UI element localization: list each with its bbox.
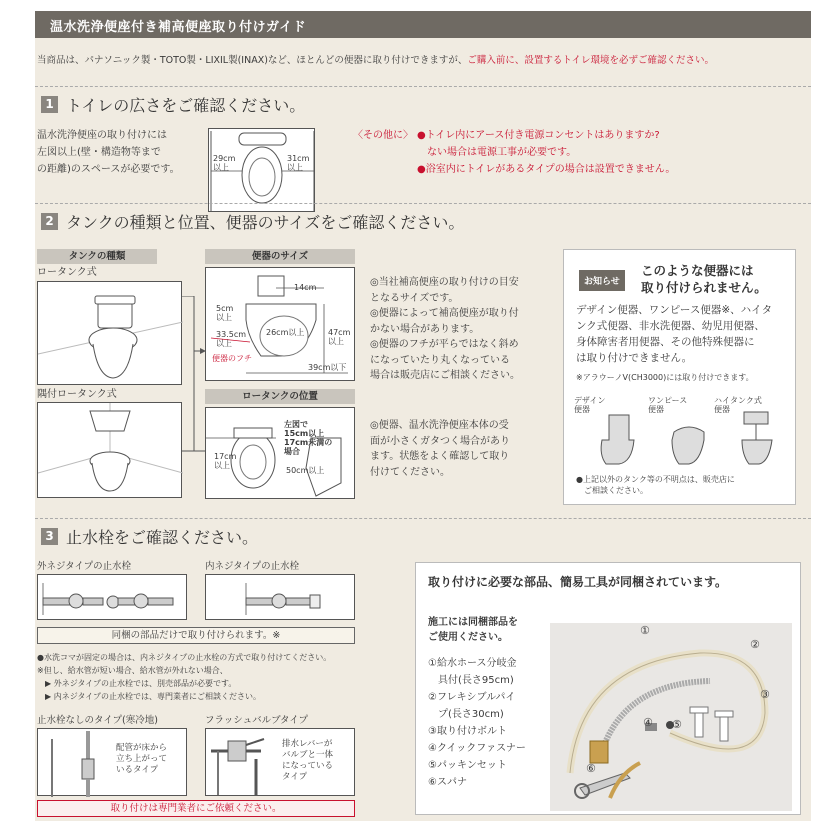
guide-page bbox=[35, 11, 811, 821]
right-dimension: 31cm 以上 bbox=[287, 154, 310, 172]
parts-box bbox=[415, 562, 801, 815]
divider bbox=[35, 86, 811, 87]
parts-list bbox=[428, 655, 526, 791]
flush-valve-label: フラッシュバルブタイプ bbox=[205, 715, 308, 726]
part-item: ①給水ホース分岐金 bbox=[428, 658, 517, 669]
parts-intro: 施工には同梱部品を ご使用ください。 bbox=[428, 617, 518, 643]
left-dimension: 29cm 以上 bbox=[213, 154, 236, 172]
corner-tank-label: 隅付ロータンク式 bbox=[37, 389, 117, 400]
dim-label: 5cm 以上 bbox=[216, 304, 234, 322]
valve-notes: ●水洗コマが固定の場合は、内ネジタイプの止水栓の方式で取り付けてください。 ※但し、給水管が短い場合、給水管が外れない場合、 ▶ 外ネジタイプの止水栓では、別売部品が必要です。 ▶ 内ネジタイプの止水栓では、専門業者にご相談ください。 bbox=[37, 653, 332, 701]
intro-text bbox=[37, 52, 714, 66]
part-item: ②フレキシブルパイ bbox=[428, 692, 516, 703]
divider bbox=[35, 518, 811, 519]
low-tank-illustration bbox=[37, 281, 182, 385]
size-notes: ◎当社補高便座の取り付けの目安 となるサイズです。 ◎便器によって補高便座が取り付 かない場合があります。 ◎便器のフチが平らではなく斜め になっていたり丸くなっている 場合は販売店にご相談ください。 bbox=[370, 277, 520, 381]
hightank-toilet-label: ハイタンク式 便器 bbox=[714, 396, 762, 414]
sec1-desc: の距離)のスペースが必要です。 bbox=[37, 164, 180, 175]
size-diagram bbox=[205, 267, 355, 381]
inner-thread-label: 内ネジタイプの止水栓 bbox=[205, 561, 300, 572]
parts-title: 取り付けに必要な部品、簡易工具が同梱されています。 bbox=[428, 575, 728, 589]
parts-photo bbox=[550, 623, 792, 811]
dim-label: 39cm以下 bbox=[308, 363, 347, 372]
part-item: ⑤パッキンセット bbox=[428, 760, 507, 771]
flush-valve-icon bbox=[206, 729, 356, 797]
professional-install-box: 取り付けは専門業者にご依頼ください。 bbox=[37, 800, 355, 817]
callout-5: ⑤ bbox=[672, 718, 682, 731]
position-diagram bbox=[205, 407, 355, 499]
dim-label: 33.5cm 以上 bbox=[216, 330, 247, 348]
callout-4: ④ bbox=[643, 716, 653, 729]
other-item: ●浴室内にトイレがあるタイプの場合は設置できません。 bbox=[417, 164, 676, 175]
low-tank-label: ロータンク式 bbox=[37, 267, 97, 278]
no-valve-desc: 配管が床から 立ち上がって いるタイプ bbox=[116, 743, 168, 775]
dim-label: 50cm以上 bbox=[286, 466, 325, 475]
connector-arrows bbox=[182, 296, 207, 456]
size-header: 便器のサイズ bbox=[205, 249, 355, 264]
corner-tank-toilet-icon bbox=[38, 403, 183, 499]
section-number: 3 bbox=[41, 528, 58, 545]
dim-label: 14cm bbox=[294, 283, 317, 292]
other-item: ●トイレ内にアース付き電源コンセントはありますか? bbox=[417, 130, 660, 141]
part-item: ⑥スパナ bbox=[428, 777, 467, 788]
position-note: 左図で 15cm以上 17cm未満の 場合 bbox=[284, 420, 333, 456]
unsupported-toilets-icon bbox=[594, 410, 794, 468]
sec1-desc: 左図以上(壁・構造物等まで bbox=[37, 147, 161, 158]
other-item: ない場合は電源工事が必要です。 bbox=[427, 147, 577, 158]
dim-label: 26cm以上 bbox=[266, 328, 305, 337]
no-valve-label: 止水栓なしのタイプ(寒冷地) bbox=[37, 715, 158, 726]
dim-label: 17cm 以上 bbox=[214, 452, 237, 470]
notice-footer: ●上記以外のタンク等の不明点は、販売店に ご相談ください。 bbox=[576, 475, 735, 495]
inner-thread-valve-icon bbox=[206, 575, 356, 621]
outer-thread-label: 外ネジタイプの止水栓 bbox=[37, 561, 132, 572]
section-number: 2 bbox=[41, 213, 58, 230]
corner-tank-illustration bbox=[37, 402, 182, 498]
flush-valve-desc: 排水レバーが バルブと一体 になっている タイプ bbox=[282, 739, 334, 782]
position-notes: ◎便器、温水洗浄便座本体の受 面が小さくガタつく場合があり ます。状態をよく確認して取り 付けてください。 bbox=[370, 420, 510, 478]
notice-box bbox=[563, 249, 796, 505]
position-header: ロータンクの位置 bbox=[205, 389, 355, 404]
rim-label: 便器のフチ bbox=[212, 354, 252, 363]
section-title: タンクの種類と位置、便器のサイズをご確認ください。 bbox=[66, 213, 465, 232]
section-3-heading bbox=[41, 525, 258, 548]
callout-6: ⑥ bbox=[586, 762, 596, 775]
section-number: 1 bbox=[41, 96, 58, 113]
section-title: トイレの広さをご確認ください。 bbox=[66, 96, 306, 115]
intro-warning: ご購入前に、設置するトイレ環境を必ずご確認ください。 bbox=[467, 55, 714, 66]
design-toilet-label: デザイン 便器 bbox=[574, 396, 606, 414]
part-item: ④クイックファスナー bbox=[428, 743, 526, 754]
part-item: ③取り付けボルト bbox=[428, 726, 507, 737]
notice-note: ※アラウーノV(CH3000)には取り付けできます。 bbox=[576, 373, 754, 382]
callout-2: ② bbox=[750, 638, 760, 651]
dim-label: 47cm 以上 bbox=[328, 328, 351, 346]
page-title: 温水洗浄便座付き補高便座取り付けガイド bbox=[35, 11, 811, 38]
flush-valve-illustration bbox=[205, 728, 355, 796]
tank-type-header: タンクの種類 bbox=[37, 249, 157, 264]
intro-normal: 当商品は、パナソニック製・TOTO製・LIXIL製(INAX)など、ほとんどの便器に取り付けできますが、 bbox=[37, 55, 468, 66]
outer-thread-valve bbox=[37, 574, 187, 620]
sec1-desc: 温水洗浄便座の取り付けには bbox=[37, 130, 167, 141]
notice-label: お知らせ bbox=[579, 270, 625, 291]
part-item: プ(長さ30cm) bbox=[438, 709, 504, 720]
other-label: 〈その他に〉 bbox=[353, 130, 413, 141]
no-valve-illustration bbox=[37, 728, 187, 796]
onepiece-toilet-label: ワンピース 便器 bbox=[648, 396, 688, 414]
divider bbox=[35, 203, 811, 204]
part-item: 具付(長さ95cm) bbox=[438, 675, 514, 686]
space-diagram bbox=[208, 128, 315, 212]
section-2-heading bbox=[41, 210, 464, 233]
callout-1: ① bbox=[640, 624, 650, 637]
outer-thread-valve-icon bbox=[38, 575, 188, 621]
bundled-parts-box: 同梱の部品だけで取り付けられます。※ bbox=[37, 627, 355, 644]
inner-thread-valve bbox=[205, 574, 355, 620]
callout-3: ③ bbox=[760, 688, 770, 701]
notice-body: デザイン便器、ワンピース便器※、ハイタ ンク式便器、非水洗便器、幼児用便器、 身体障害者用便器、その他特殊便器に は取り付けできません。 bbox=[576, 304, 773, 364]
low-tank-toilet-icon bbox=[38, 282, 183, 386]
section-1-heading bbox=[41, 93, 305, 116]
section-title: 止水栓をご確認ください。 bbox=[66, 528, 259, 547]
notice-title: このような便器には 取り付けられません。 bbox=[641, 263, 767, 295]
